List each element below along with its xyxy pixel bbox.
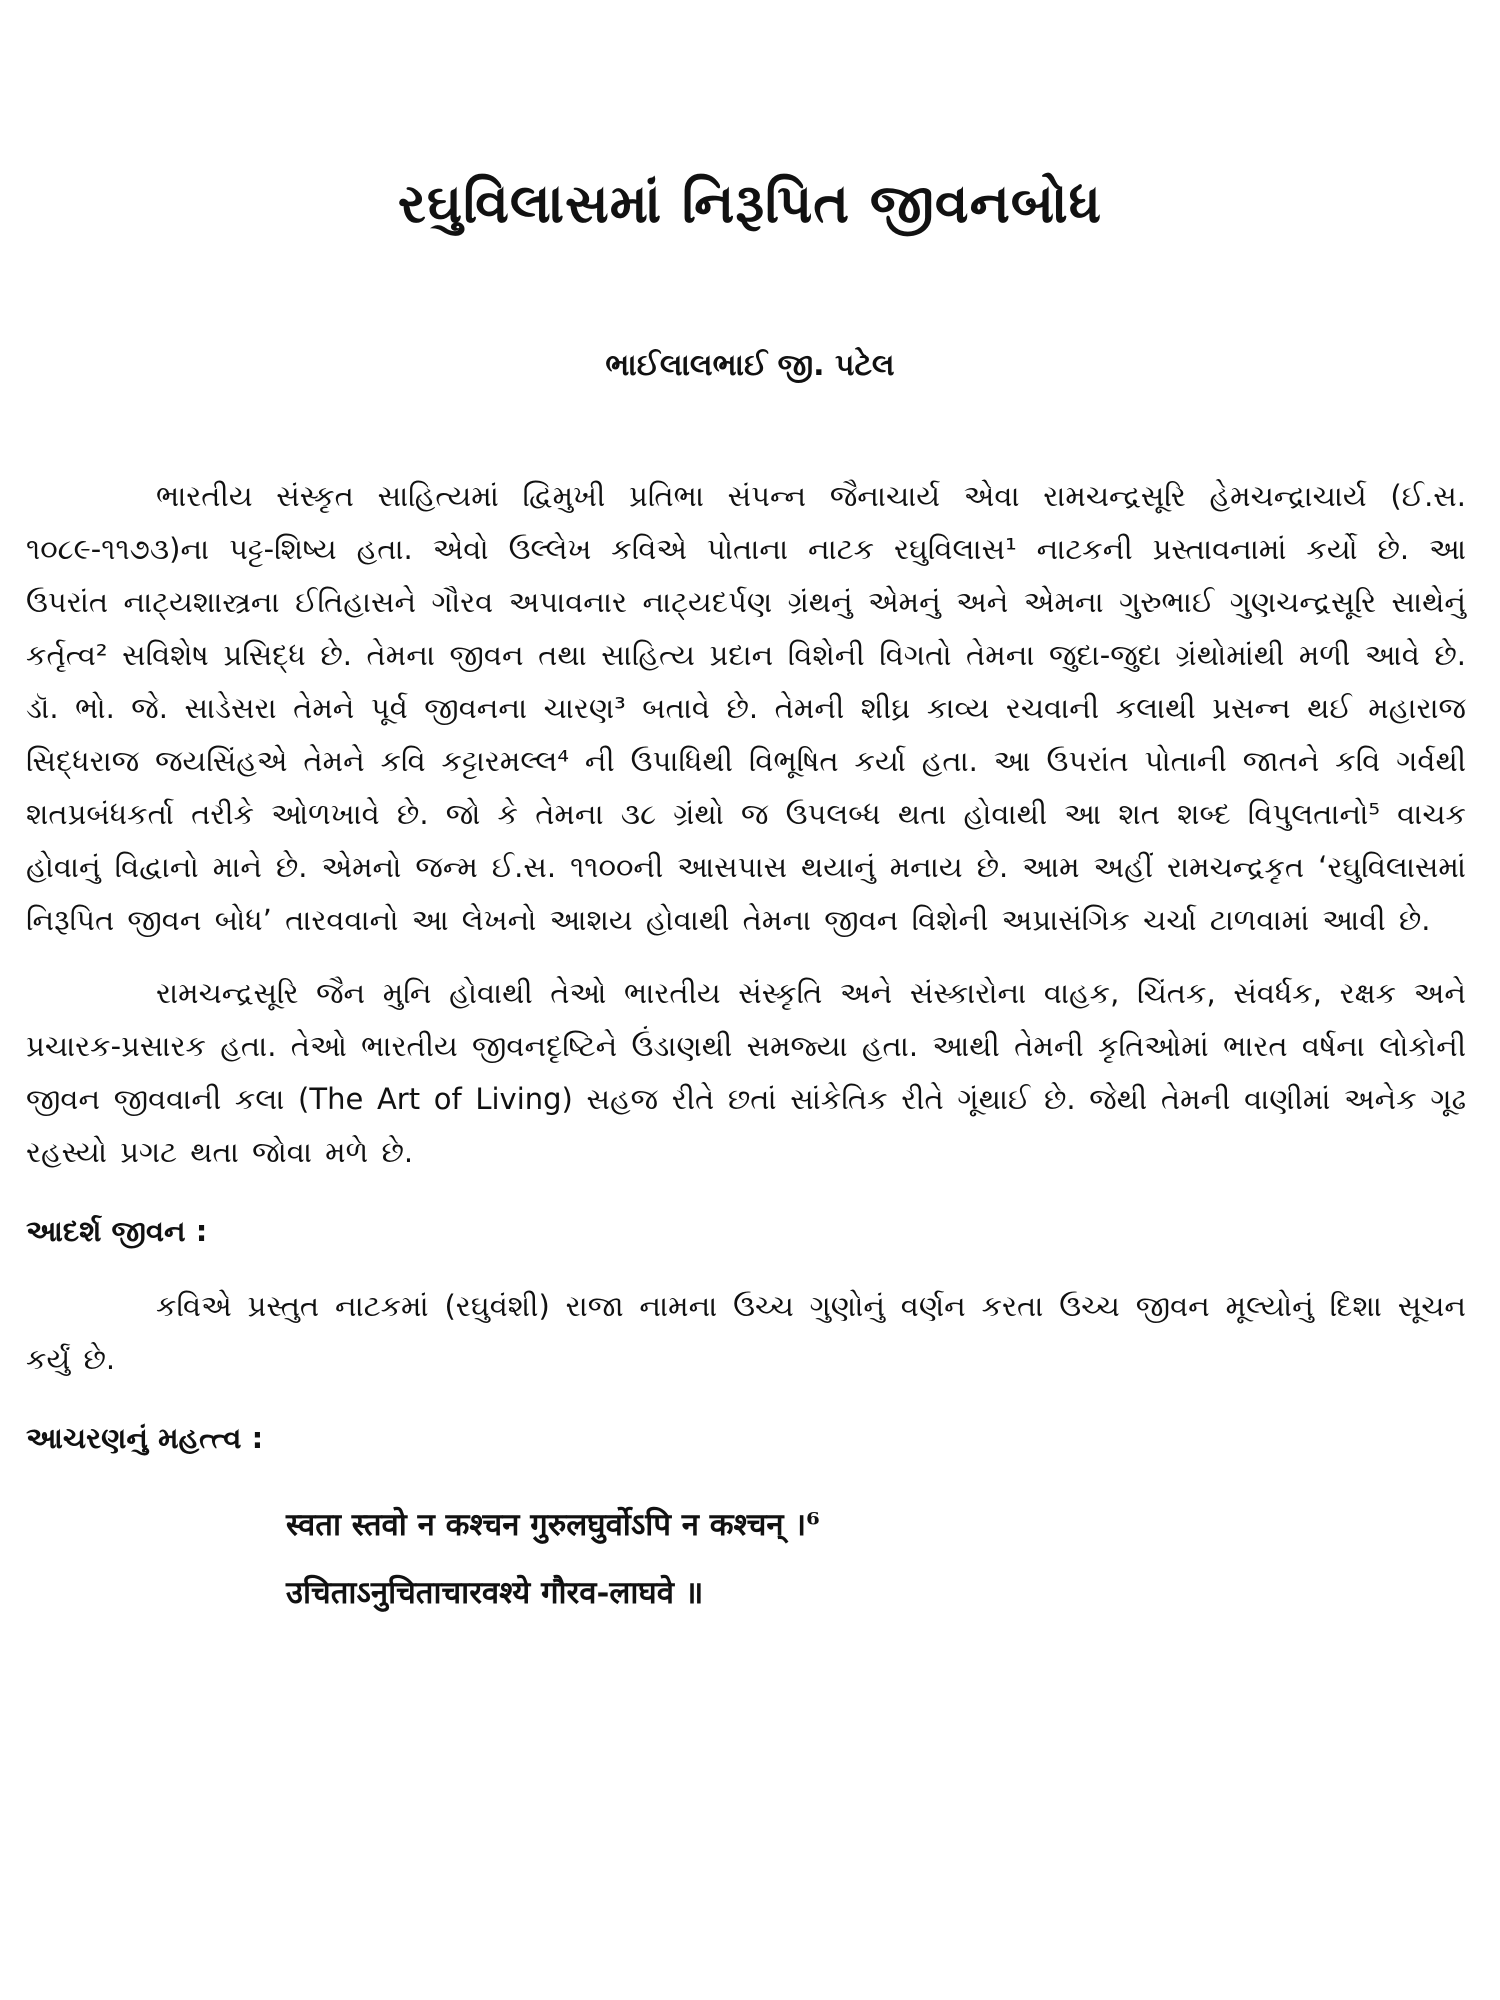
section-heading-conduct: આચરણનું મહત્ત્વ : <box>26 1421 264 1455</box>
section-heading-ideal-life: આદર્શ જીવન : <box>26 1214 208 1248</box>
second-paragraph: રામચન્દ્રસૂરિ જૈન મુનિ હોવાથી તેઓ ભારતીય સંસ્કૃતિ અને સંસ્કારોના વાહક, ચિંતક, સંવર્ધક, રક્ષક અને પ્રચારક-પ્રસારક હતા. તેઓ ભારતીય જીવનદૃષ્ટિને ઉંડાણથી સમજ્યા હતા. આથી તેમની કૃતિઓમાં ભારત વર્ષના લોકોની જીવન જીવવાની કલા (The Art of Living) સહજ રીતે છતાં સાંકેતિક રીતે ગૂંથાઈ છે. જેથી તેમની વાણીમાં અનેક ગૂઢ રહસ્યો પ્રગટ થતા જોવા મળે છે. <box>26 976 1466 1169</box>
author-name: ભાઈલાલભાઈ જી. પટેલ <box>605 348 895 383</box>
intro-paragraph: ભારતીય સંસ્કૃત સાહિત્યમાં દ્વિમુખી પ્રતિભા સંપન્ન જૈનાચાર્ય એવા રામચન્દ્રસૂરિ હેમચન્દ્રાચાર્ય (ઈ.સ. ૧૦૮૯-૧૧૭૩)ના પટ્ટ-શિષ્ય હતા. એવો ઉલ્લેખ કવિએ પોતાના નાટક રઘુવિલાસ¹ નાટકની પ્રસ્તાવનામાં કર્યો છે. આ ઉપરાંત નાટ્યશાસ્ત્રના ઈતિહાસને ગૌરવ અપાવનાર નાટ્યદર્પણ ગ્રંથનું એમનું અને એમના ગુરુભાઈ ગુણચન્દ્રસૂરિ સાથેનું કર્તૃત્વ² સવિશેષ પ્રસિદ્ધ છે. તેમના જીવન તથા સાહિત્ય પ્રદાન વિશેની વિગતો તેમના જુદા-જુદા ગ્રંથોમાંથી મળી આવે છે. ડૉ. ભો. જે. સાડેસરા તેમને પૂર્વ જીવનના ચારણ³ બતાવે છે. તેમની શીઘ્ર કાવ્ય રચવાની કલાથી પ્રસન્ન થઈ મહારાજ સિદ્ધરાજ જયસિંહએ તેમને કવિ કટ્ટારમલ્લ⁴ ની ઉપાધિથી વિભૂષિત કર્યા હતા. આ ઉપરાંત પોતાની જાતને કવિ ગર્વથી શતપ્રબંધકર્તા તરીકે ઓળખાવે છે. જો કે તેમના ૩૮ ગ્રંથો જ ઉપલબ્ધ થતા હોવાથી આ શત શબ્દ વિપુલતાનો⁵ વાચક હોવાનું વિદ્વાનો માને છે. એમનો જન્મ ઈ.સ. ૧૧૦૦ની આસપાસ થયાનું મનાય છે. આમ અહીં રામચન્દ્રકૃત ‘રઘુવિલાસમાં નિરૂપિત જીવન બોધ’ તારવવાનો આ લેખનો આશય હોવાથી તેમના જીવન વિશેની અપ્રાસંગિક ચર્ચા ટાળવામાં આવી છે. <box>26 479 1466 937</box>
section-paragraph-ideal-life: કવિએ પ્રસ્તુત નાટકમાં (રઘુવંશી) રાજા નામના ઉચ્ચ ગુણોનું વર્ણન કરતા ઉચ્ચ જીવન મૂલ્યોનું દિશા સૂચન કર્યું છે. <box>26 1289 1466 1376</box>
verse-line-2: उचिताऽनुचिताचारवश्ये गौरव-लाघवे ॥ <box>286 1575 704 1611</box>
article-body <box>26 470 1466 1627</box>
article-title: રઘુવિલાસમાં નિરૂપિત જીવનબોધ <box>397 172 1103 235</box>
verse-line-1: स्वता स्तवो न कश्चन गुरुलघुर्वोऽपि न कश्चन् ।⁶ <box>286 1507 820 1543</box>
sanskrit-verse <box>286 1491 1466 1627</box>
